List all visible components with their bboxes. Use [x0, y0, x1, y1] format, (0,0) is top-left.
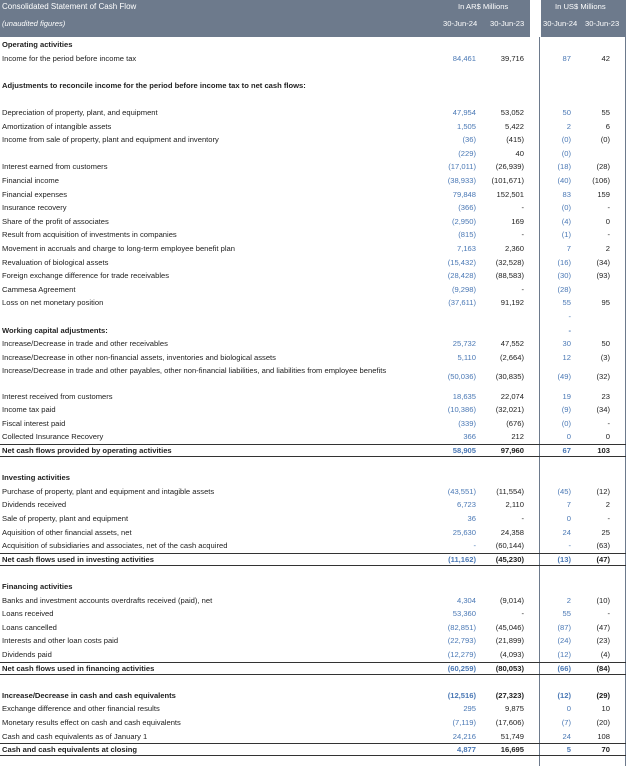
table-row: [0, 148, 626, 159]
usd-2023-value: -: [607, 609, 610, 619]
col-ars-2024-header: 30-Jun-24: [443, 19, 478, 28]
table-row: [0, 431, 626, 442]
ars-2024-value: (10,386): [447, 405, 476, 415]
ars-2024-value: (37,611): [448, 298, 476, 308]
ars-2023-value: 22,074: [500, 391, 524, 401]
usd-2023-value: (32): [596, 372, 610, 382]
row-label: Loans cancelled: [2, 622, 57, 632]
row-label: Insurance recovery: [2, 203, 67, 213]
ars-2023-value: -: [521, 203, 524, 213]
usd-2023-value: 10: [601, 704, 610, 714]
usd-2024-value: 87: [562, 53, 571, 63]
ars-2023-value: 24,358: [500, 527, 524, 537]
ars-2023-value: 152,501: [496, 189, 524, 199]
row-label: Interests and other loan costs paid: [2, 636, 119, 646]
ars-2023-value: (88,583): [495, 271, 524, 281]
usd-2024-value: (16): [557, 257, 571, 267]
row-label: Purchase of property, plant and equipment and intagible assets: [2, 486, 215, 496]
col-usd-2024-header: 30-Jun-24: [543, 19, 578, 28]
ars-2024-value: (82,851): [447, 622, 476, 632]
table-row: [0, 270, 626, 281]
table-row: [0, 554, 626, 565]
usd-2023-value: 42: [601, 53, 610, 63]
usd-2024-value: 83: [562, 189, 571, 199]
ars-2023-value: (9,014): [499, 595, 524, 605]
row-label: Movement in accruals and charge to long-term employee benefit plan: [2, 244, 236, 253]
table-row: [0, 107, 626, 118]
ars-2023-value: 97,960: [500, 445, 524, 455]
table-row: [0, 284, 626, 295]
usd-2023-value: -: [607, 418, 610, 428]
ars-2023-value: 9,875: [504, 704, 524, 714]
total-rule-bottom: [0, 565, 626, 566]
row-label: Revaluation of biological assets: [2, 257, 109, 267]
ars-units-label: In AR$ Millions: [458, 2, 509, 11]
statement-title: Consolidated Statement of Cash Flow: [2, 2, 137, 11]
ars-2024-value: 366: [463, 432, 476, 442]
usd-2023-value: (20): [596, 717, 610, 727]
usd-2024-value: (0): [561, 203, 571, 213]
usd-2024-value: -: [568, 312, 571, 321]
usd-2024-value: (1): [561, 230, 571, 240]
ars-2023-value: (21,899): [495, 636, 524, 646]
col-usd-2023-header: 30-Jun-23: [585, 19, 620, 28]
ars-2024-value: 53,360: [452, 609, 476, 619]
row-label: Loans received: [2, 609, 54, 619]
ars-2024-value: 36: [467, 513, 476, 523]
row-label: Net cash flows provided by operating activities: [2, 445, 172, 455]
usd-2023-value: (12): [596, 486, 610, 496]
row-label: Cammesa Agreement: [2, 284, 76, 294]
row-label: Collected Insurance Recovery: [2, 432, 104, 442]
usd-2023-value: -: [607, 203, 610, 213]
usd-2023-value: (106): [592, 176, 610, 185]
table-row: [0, 581, 626, 592]
ars-2023-value: 16,695: [500, 745, 524, 755]
table-row: [0, 595, 626, 606]
row-label: Financial expenses: [2, 189, 68, 199]
usd-2023-value: (84): [596, 663, 610, 673]
ars-2024-value: (22,793): [447, 636, 476, 646]
table-row: [0, 66, 626, 77]
ars-2024-value: (7,119): [452, 717, 476, 727]
ars-2023-value: (11,554): [496, 486, 524, 496]
ars-2024-value: 84,461: [452, 53, 476, 63]
table-row: [0, 391, 626, 402]
ars-2024-value: (12,516): [447, 690, 476, 700]
usd-2023-value: 50: [601, 339, 610, 349]
usd-2024-value: (7): [561, 717, 571, 727]
ars-2023-value: (45,230): [495, 554, 524, 564]
table-row: [0, 486, 626, 497]
ars-2023-value: (17,606): [495, 717, 524, 727]
table-row: [0, 202, 626, 213]
ars-2023-value: 51,749: [500, 731, 524, 741]
table-row: [0, 663, 626, 674]
ars-2024-value: 1,505: [456, 121, 476, 131]
table-row: [0, 608, 626, 619]
table-row: [0, 676, 626, 687]
table-row: [0, 365, 626, 389]
table-row: [0, 257, 626, 268]
row-label: Exchange difference and other financial results: [2, 704, 160, 714]
ars-2024-value: (229): [458, 148, 476, 158]
ars-2024-value: -: [473, 541, 476, 551]
usd-2024-value: (0): [561, 135, 571, 145]
usd-2024-value: (24): [557, 636, 571, 646]
usd-2023-value: (28): [596, 162, 610, 172]
table-row: [0, 134, 626, 145]
row-label: Income tax paid: [2, 405, 56, 415]
table-row: [0, 216, 626, 227]
usd-2024-value: 0: [566, 513, 571, 523]
table-row: [0, 80, 626, 91]
ars-2023-value: 91,192: [500, 298, 524, 308]
row-label: Interest earned from customers: [2, 162, 108, 172]
ars-2024-value: (339): [458, 418, 476, 428]
usd-2024-value: (4): [561, 216, 571, 226]
table-row: [0, 161, 626, 172]
ars-2024-value: 295: [463, 704, 476, 714]
table-row: [0, 717, 626, 728]
ars-2023-value: (30,835): [495, 372, 524, 382]
ars-2023-value: 2,110: [505, 500, 524, 510]
table-row: [0, 93, 626, 104]
ars-2024-value: (9,298): [451, 284, 476, 294]
table-row: [0, 513, 626, 524]
table-row: [0, 39, 626, 50]
ars-2023-value: -: [521, 513, 524, 523]
usd-2023-value: (4): [600, 649, 610, 659]
ars-2024-value: (43,551): [447, 486, 476, 496]
row-label: Financial income: [2, 176, 59, 185]
ars-2023-value: -: [521, 609, 524, 619]
ars-2024-value: (815): [458, 230, 476, 240]
row-label: Increase/Decrease in trade and other receivables: [2, 339, 168, 349]
row-label: Interest received from customers: [2, 391, 113, 401]
row-label: Increase/Decrease in trade and other payables, other non-financial liabilities, and liabilities from employee benefits: [2, 366, 387, 376]
table-row: [0, 189, 626, 200]
ars-2023-value: 40: [515, 148, 524, 158]
ars-2023-value: 212: [511, 432, 524, 442]
table-row: [0, 472, 626, 483]
ars-2023-value: (32,021): [495, 405, 524, 415]
usd-2024-value: 2: [566, 595, 571, 605]
ars-2023-value: (27,323): [495, 690, 524, 700]
usd-2023-value: (10): [596, 595, 610, 605]
table-row: [0, 175, 626, 186]
usd-2023-value: (47): [596, 554, 610, 564]
row-label: Result from acquisition of investments in companies: [2, 230, 177, 240]
total-rule-bottom: [0, 674, 626, 675]
usd-2024-value: -: [568, 541, 571, 551]
row-label: Net cash flows used in financing activities: [2, 663, 155, 673]
usd-2024-value: 24: [562, 527, 571, 537]
ars-2023-value: (32,528): [495, 257, 524, 267]
row-label: Income from sale of property, plant and equipment and inventory: [2, 135, 219, 145]
table-row: [0, 243, 626, 254]
table-row: [0, 338, 626, 349]
ars-2023-value: (415): [506, 135, 524, 145]
ars-2023-value: (4,093): [499, 649, 524, 659]
usd-2024-value: (87): [557, 622, 571, 632]
usd-2024-value: 19: [562, 391, 571, 401]
row-label: Sale of property, plant and equipment: [2, 513, 129, 523]
row-label: Acquisition of subsidiaries and associates, net of the cash acquired: [2, 541, 228, 551]
usd-2024-value: 7: [566, 500, 571, 510]
ars-2024-value: 58,905: [452, 445, 476, 455]
row-label: Amortization of intangible assets: [2, 121, 112, 131]
ars-2023-value: 2,360: [504, 244, 524, 253]
row-label: Financing activities: [2, 581, 73, 591]
row-label: Operating activities: [2, 40, 73, 49]
usd-2023-value: 2: [605, 244, 610, 253]
usd-2024-value: (49): [557, 372, 571, 382]
ars-2024-value: 24,216: [452, 731, 476, 741]
total-rule-bottom: [0, 456, 626, 457]
ars-2023-value: -: [521, 230, 524, 240]
row-label: Loss on net monetary position: [2, 298, 104, 308]
ars-2024-value: 7,163: [456, 244, 476, 253]
ars-2024-value: (28,428): [447, 271, 476, 281]
ars-2024-value: 25,732: [452, 339, 476, 349]
table-row: [0, 418, 626, 429]
usd-2024-value: 5: [566, 745, 571, 755]
usd-2024-value: (0): [561, 418, 571, 428]
table-row: [0, 121, 626, 132]
usd-2023-value: (29): [596, 690, 610, 700]
ars-2024-value: (2,950): [451, 216, 476, 226]
table-row: [0, 649, 626, 660]
table-row: [0, 622, 626, 633]
usd-units-label: In US$ Millions: [555, 2, 606, 11]
ars-2023-value: (676): [506, 418, 524, 428]
row-label: Cash and cash equivalents as of January 1: [2, 731, 148, 741]
ars-2023-value: (80,053): [495, 663, 524, 673]
usd-2024-value: (66): [557, 663, 571, 673]
usd-2024-value: 7: [566, 244, 571, 253]
usd-2024-value: 50: [562, 108, 571, 117]
table-row: [0, 352, 626, 363]
usd-2023-value: 2: [605, 500, 610, 510]
ars-2024-value: 25,630: [452, 527, 476, 537]
usd-2023-value: -: [607, 230, 610, 240]
ars-2024-value: 4,877: [456, 745, 476, 755]
usd-2024-value: 0: [566, 432, 571, 442]
total-rule-top: [0, 553, 626, 554]
ars-2023-value: 53,052: [500, 108, 524, 117]
row-label: Adjustments to reconcile income for the period before income tax to net cash flows:: [2, 80, 306, 90]
row-label: Dividends paid: [2, 649, 52, 659]
ars-2024-value: (366): [458, 203, 476, 213]
ars-2024-value: 4,304: [456, 595, 476, 605]
ars-2024-value: 5,110: [457, 352, 476, 362]
usd-2023-value: (34): [596, 405, 610, 415]
usd-2024-value: (13): [557, 554, 571, 564]
total-rule-top: [0, 444, 626, 445]
usd-2024-value: 0: [566, 704, 571, 714]
usd-2024-value: (45): [557, 486, 571, 496]
usd-2023-value: (47): [596, 622, 610, 632]
table-row: [0, 311, 626, 322]
row-label: Monetary results effect on cash and cash equivalents: [2, 717, 181, 727]
usd-2023-value: -: [607, 513, 610, 523]
usd-2023-value: 6: [605, 121, 610, 131]
ars-2024-value: 18,635: [452, 391, 476, 401]
usd-2024-value: 12: [562, 352, 571, 362]
usd-2023-value: (93): [596, 271, 610, 281]
usd-2023-value: 55: [601, 108, 610, 117]
total-rule-bottom: [0, 755, 626, 756]
usd-2023-value: (3): [600, 352, 610, 362]
ars-2023-value: (26,939): [495, 162, 524, 172]
usd-2023-value: 0: [605, 432, 610, 442]
table-header: [0, 0, 626, 37]
table-row: [0, 744, 626, 755]
usd-2024-value: (9): [561, 405, 571, 415]
row-label: Cash and cash equivalents at closing: [2, 745, 138, 755]
usd-2024-value: (12): [557, 690, 571, 700]
statement-subtitle: (unaudited figures): [2, 19, 66, 28]
row-label: Dividends received: [2, 500, 67, 510]
ars-2024-value: 6,723: [456, 500, 476, 510]
usd-2023-value: (34): [596, 257, 610, 267]
row-label: Banks and investment accounts overdrafts received (paid), net: [2, 595, 213, 605]
table-row: [0, 325, 626, 336]
row-label: Increase/Decrease in cash and cash equivalents: [2, 690, 176, 700]
ars-2023-value: (60,144): [495, 541, 524, 551]
usd-2024-value: (18): [557, 162, 571, 172]
ars-2023-value: 39,716: [500, 53, 524, 63]
usd-2024-value: (30): [557, 271, 571, 281]
usd-2024-value: (12): [557, 649, 571, 659]
table-row: [0, 540, 626, 551]
usd-2024-value: 67: [562, 445, 571, 455]
ars-2024-value: (60,259): [447, 663, 476, 673]
row-label: Depreciation of property, plant, and equipment: [2, 108, 158, 117]
ars-2024-value: (17,011): [448, 162, 476, 172]
table-row: [0, 731, 626, 742]
table-row: [0, 635, 626, 646]
row-label: Investing activities: [2, 473, 70, 483]
ars-2023-value: 5,422: [504, 121, 524, 131]
ars-2023-value: -: [521, 284, 524, 294]
table-row: [0, 567, 626, 578]
row-label: Fiscal interest paid: [2, 418, 66, 428]
usd-2023-value: (0): [600, 135, 610, 145]
row-label: Working capital adjustments:: [2, 325, 108, 335]
usd-2024-value: 24: [562, 731, 571, 741]
table-row: [0, 297, 626, 308]
usd-2023-value: 95: [601, 298, 610, 308]
usd-2024-value: 30: [562, 339, 571, 349]
usd-2023-value: (63): [596, 541, 610, 551]
usd-2024-value: (40): [557, 176, 571, 185]
ars-2023-value: (101,671): [491, 176, 524, 185]
usd-2024-value: 55: [562, 298, 571, 308]
table-row: [0, 229, 626, 240]
table-row: [0, 527, 626, 538]
row-label: Foreign exchange difference for trade receivables: [2, 271, 170, 281]
ars-2024-value: (11,162): [448, 554, 476, 564]
ars-2024-value: (12,279): [447, 649, 476, 659]
table-row: [0, 703, 626, 714]
usd-2023-value: 103: [597, 445, 610, 455]
table-row: [0, 459, 626, 470]
ars-2023-value: 169: [511, 216, 524, 226]
row-label: Income for the period before income tax: [2, 53, 137, 63]
table-row: [0, 690, 626, 701]
row-label: Aquisition of other financial assets, net: [2, 527, 132, 537]
col-ars-2023-header: 30-Jun-23: [490, 19, 525, 28]
usd-2024-value: 55: [562, 609, 571, 619]
usd-2024-value: (28): [557, 284, 571, 294]
usd-2023-value: 159: [597, 189, 610, 199]
table-row: [0, 499, 626, 510]
ars-2024-value: (38,933): [447, 176, 476, 185]
table-row: [0, 53, 626, 64]
row-label: Net cash flows used in investing activities: [2, 554, 154, 564]
row-label: Increase/Decrease in other non-financial assets, inventories and biological assets: [2, 352, 276, 362]
usd-2023-value: 108: [597, 731, 610, 741]
usd-2024-value: -: [568, 325, 571, 335]
usd-2023-value: (23): [596, 636, 610, 646]
total-rule-top: [0, 662, 626, 663]
ars-2024-value: 47,954: [452, 108, 476, 117]
ars-2023-value: 47,552: [500, 339, 524, 349]
usd-2023-value: 0: [605, 216, 610, 226]
ars-2023-value: (45,046): [495, 622, 524, 632]
usd-2023-value: 70: [601, 745, 610, 755]
ars-2024-value: (15,432): [447, 257, 476, 267]
table-row: [0, 404, 626, 415]
usd-2023-value: 25: [601, 527, 610, 537]
table-row: [0, 445, 626, 456]
ars-2023-value: (2,664): [499, 352, 524, 362]
row-label: Share of the profit of associates: [2, 216, 109, 226]
usd-2024-value: (0): [561, 148, 571, 158]
total-rule-top: [0, 743, 626, 744]
ars-2024-value: 79,848: [452, 189, 476, 199]
usd-2024-value: 2: [566, 121, 571, 131]
usd-2023-value: 23: [601, 391, 610, 401]
ars-2024-value: (50,036): [447, 372, 476, 382]
ars-2024-value: (36): [462, 135, 476, 145]
